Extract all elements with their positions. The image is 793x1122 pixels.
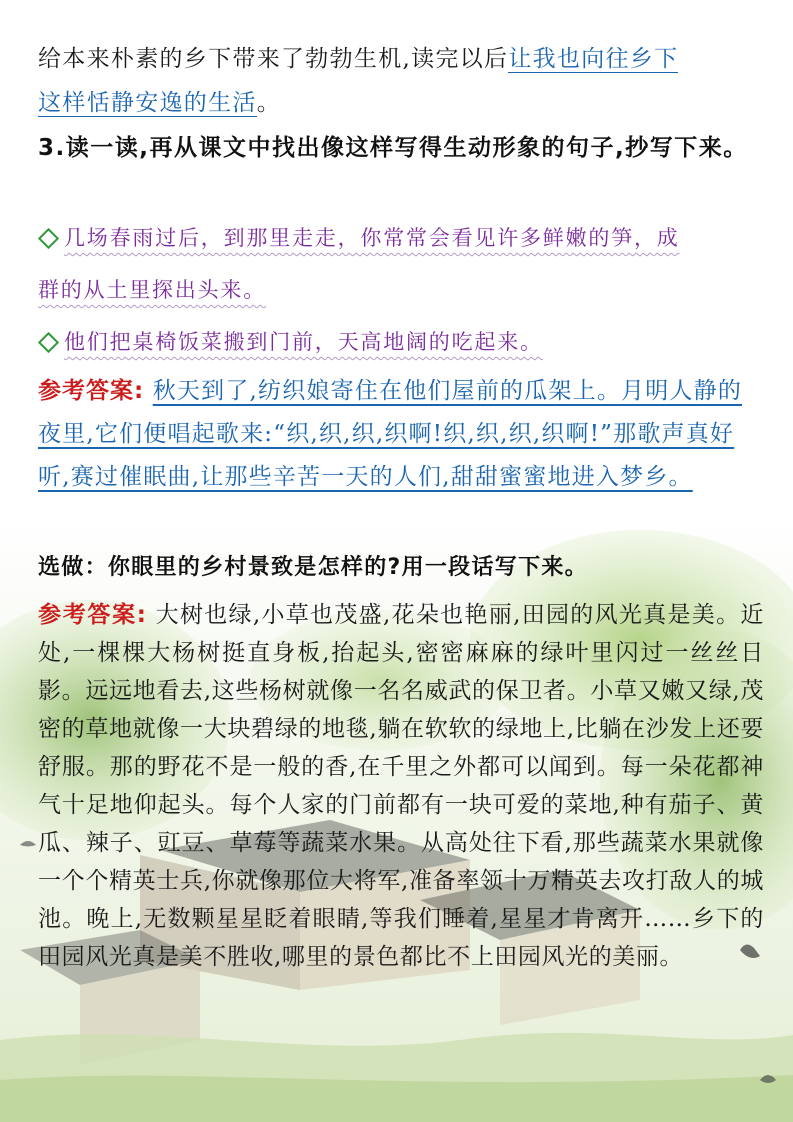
intro-line-2 (38, 84, 281, 117)
answer-label: 参考答案: (38, 602, 148, 628)
sentence-text: 他们把桌椅饭菜搬到门前，天高地阔的吃起来。 (64, 330, 543, 354)
reference-answer-2 (38, 596, 764, 976)
intro-line-1 (38, 40, 678, 73)
diamond-bullet-icon (38, 228, 59, 249)
answer-text: 秋天到了,纺织娘寄住在他们屋前的瓜架上。月明人静的夜里,它们便唱起歌来:“织,织,织,织啊!织,织,织,织啊!”那歌声真好听,赛过催眠曲,让那些辛苦一天的人们,甜甜蜜蜜地进入梦乡。 (38, 378, 743, 490)
example-sentence-1 (38, 222, 680, 252)
answer-label: 参考答案: (38, 378, 145, 404)
example-sentence-2 (38, 326, 543, 356)
intro-highlight-2: 这样恬静安逸的生活 (38, 90, 257, 116)
optional-task-heading: 选做：你眼里的乡村景致是怎样的?用一段话写下来。 (38, 555, 588, 580)
diamond-bullet-icon (38, 332, 59, 353)
answer-text: 大树也绿,小草也茂盛,花朵也艳丽,田园的风光真是美。近处,一棵棵大杨树挺直身板,抬起头,密密麻麻的绿叶里闪过一丝丝日影。远远地看去,这些杨树就像一名名威武的保卫者。小草又嫩又绿,茂密的草地就像一大块碧绿的地毯,躺在软软的绿地上,比躺在沙发上还要舒服。那的野花不是一般的香,在千里之外都可以闻到。每一朵花都神气十足地仰起头。每个人家的门前都有一块可爱的菜地,种有茄子、黄瓜、辣子、豇豆、草莓等蔬菜水果。从高处往下看,那些蔬菜水果就像一个个精英士兵,你就像那位大将军,准备率领十万精英去攻打敌人的城池。晚上,无数颗星星眨着眼睛,等我们睡着,星星才肯离开……乡下的田园风光真是美不胜收,哪里的景色都比不上田园风光的美丽。 (38, 602, 765, 970)
intro-highlight-1: 让我也向往乡下 (508, 46, 679, 72)
question-3-heading: 3.读一读,再从课文中找出像这样写得生动形象的句子,抄写下来。 (38, 135, 748, 161)
sentence-text: 群的从土里探出头来。 (38, 278, 266, 302)
intro-text: 给本来朴素的乡下带来了勃勃生机,读完以后 (38, 46, 509, 72)
intro-end-punct: 。 (256, 90, 282, 116)
reference-answer-1 (38, 370, 760, 499)
sentence-text: 几场春雨过后，到那里走走，你常常会看见许多鲜嫩的笋，成 (64, 226, 680, 250)
example-sentence-1-continued (38, 274, 266, 304)
